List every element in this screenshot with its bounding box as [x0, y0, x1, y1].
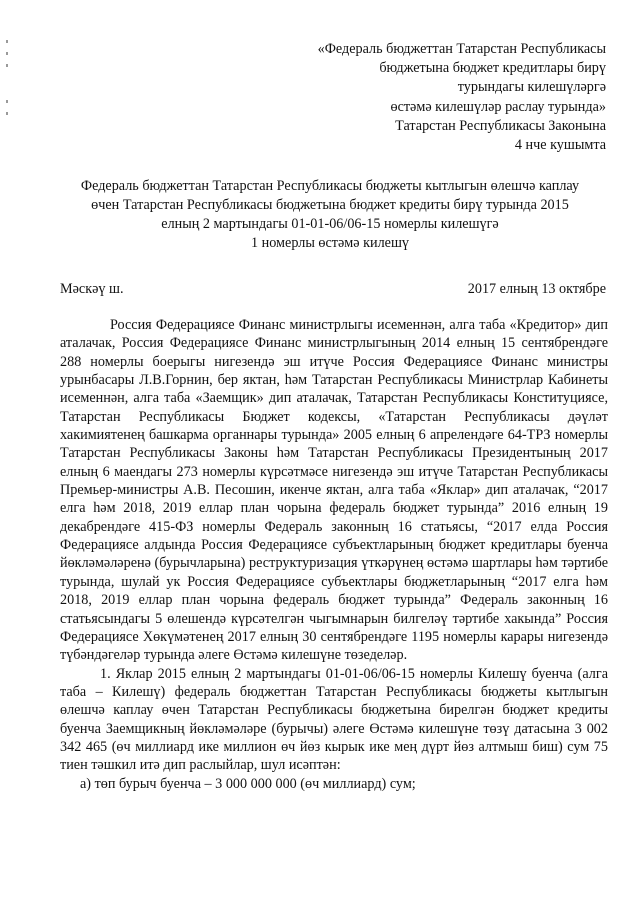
appendix-line: Татарстан Республикасы Законына [395, 117, 606, 134]
clause-1-item-a: а) төп бурыч буенча – 3 000 000 000 (өч миллиард) сум; [80, 775, 416, 792]
document-title [60, 177, 600, 253]
appendix-header [276, 40, 606, 155]
place-of-signing: Мәскәү ш. [60, 281, 124, 297]
title-line: елның 2 мартындагы 01-01-06/06-15 номерлы килешүгә [161, 216, 499, 232]
scan-edge-mark [6, 52, 8, 55]
scan-edge-mark [6, 40, 8, 43]
scan-edge-mark [6, 100, 8, 103]
document-body [60, 316, 608, 793]
title-line: 1 номерлы өстәмә килешү [251, 235, 409, 251]
appendix-line: өстәмә килешүләр раслау турында» [390, 98, 606, 115]
document-date: 2017 елның 13 октябре [467, 281, 606, 297]
appendix-line: «Федераль бюджеттан Татарстан Республикасы [317, 41, 606, 57]
appendix-line: 4 нче кушымта [514, 137, 606, 154]
title-line: Федераль бюджеттан Татарстан Республикасы бюджеты кытлыгын өлешчә каплау [80, 178, 580, 194]
clause-1-paragraph: 1. Яклар 2015 елның 2 мартындагы 01-01-06/06-15 номерлы Килешү буенча (алга таба – Килешү) федераль бюджеттан Татарстан Республикасы бюджеты кытлыгын өлешчә каплау өчен Татарстан Республикасы бюджетына бирелгән бюджет кредиты буенча Заемщикның йөкләмәләре (бурычы) әлеге Өстәмә килешүне төзү датасына 3 002 342 465 (өч миллиард ике миллион өч йөз кырык ике мең дүрт йөз алтмыш биш) сум 75 тиен тәшкил итә дип раслыйлар, шул исәптән: [60, 665, 608, 774]
appendix-line: бюджетына бюджет кредитлары бирү [379, 60, 606, 77]
title-line: өчен Татарстан Республикасы бюджетына бюджет кредиты бирү турында 2015 [91, 197, 569, 213]
preamble-paragraph: Россия Федерациясе Финанс министрлыгы исеменнән, алга таба «Кредитор» дип аталачак, Россия Федерациясе Финанс министрлыгының 2014 елның 15 сентябрендәге 288 номерлы боерыгы нигезендә эш итүче Россия Федерациясе Финанс министры урынбасары Л.В.Горнин, бер яктан, һәм Татарстан Республикасы Министрлар Кабинеты исеменнән, алга таба «Заемщик» дип аталачак, Татарстан Республикасы Конституциясе, Татарстан Республикасы Бюджет кодексы, «Татарстан Республикасы дәүләт хакимиятенең башкарма органнары турында» 2005 елның 6 апрелендәге 64-ТРЗ номерлы Татарстан Республикасы Законы һәм Татарстан Республикасы Президентының 2017 елның 6 маендагы 273 номерлы күрсәтмәсе нигезендә эш итүче Татарстан Республикасы Премьер-министры А.В. Песошин, икенче яктан, алга таба «Яклар» дип аталачак, “2017 елга һәм 2018, 2019 еллар план чорына федераль бюджет турында” 2016 елның 19 декабрендәге 415-ФЗ номерлы Федераль законның 16 статьясы, “2017 елда Россия Федерациясе алдында Россия Федерациясе субъектларының бюджет кредитлары буенча йөкләмәләренә (бурычларына) реструктуризация үткәрүнең өстәмә шартлары һәм тәртибе турында, шулай ук Россия Федерациясе субъектлары бюджетларының “2017 елга һәм 2018, 2019 еллар план чорына федераль бюджет турында” Федераль законның 16 статьясындагы 5 өлешендә күрсәтелгән чыгымнарын билгеләү тәртибе хакында” Россия Федерациясе Хөкүмәтенең 2017 елның 30 сентябрендәге 1195 номерлы карары нигезендә түбәндәгеләр турында әлеге Өстәмә килешүне төзеделәр. [60, 317, 608, 664]
scan-edge-mark [6, 64, 8, 67]
appendix-line: турындагы килешүләргә [457, 79, 606, 96]
scan-edge-mark [6, 112, 8, 115]
